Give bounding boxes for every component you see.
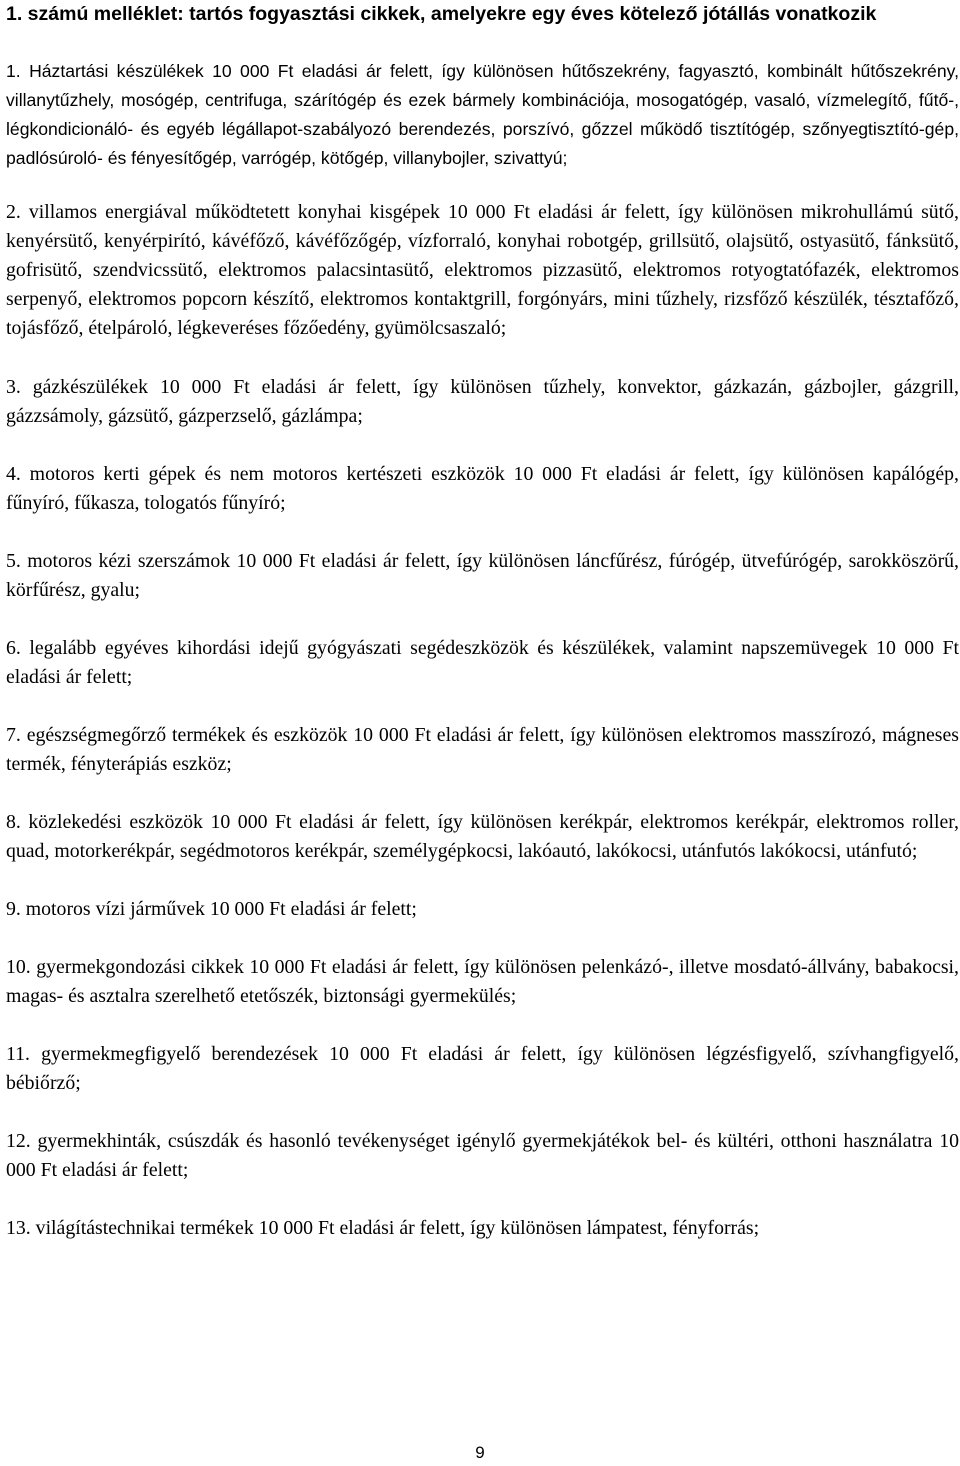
list-item: 4. motoros kerti gépek és nem motoros kertészeti eszközök 10 000 Ft eladási ár felett, így különösen kapálógép, fűnyíró, fűkasza, tologatós fűnyíró; [6, 463, 959, 514]
document-heading: 1. számú melléklet: tartós fogyasztási cikkek, amelyekre egy éves kötelező jótállás vonatkozik [6, 3, 877, 25]
list-item: 11. gyermekmegfigyelő berendezések 10 000 Ft eladási ár felett, így különösen légzésfigyelő, szívhangfigyelő, bébiőrző; [6, 1043, 959, 1094]
list-item: 7. egészségmegőrző termékek és eszközök 10 000 Ft eladási ár felett, így különösen elektromos masszírozó, mágneses termék, fényterápiás eszköz; [6, 724, 959, 775]
list-item: 2. villamos energiával működtetett konyhai kisgépek 10 000 Ft eladási ár felett, így különösen mikrohullámú sütő, kenyérsütő, kenyérpirító, kávéfőző, kávéfőzőgép, vízforraló, konyhai robotgép, grillsütő, olajsütő, ostyasütő, fánksütő, gofrisütő, szendvicssütő, elektromos palacsintasütő, elektromos pizzasütő, elektromos rotyogtatófazék, elektromos serpenyő, elektromos popcorn készítő, elektromos kontaktgrill, forgónyárs, mini tűzhely, rizsfőző készülék, tésztafőző, tojásfőző, ételpároló, légkeveréses főzőedény, gyümölcsaszaló; [6, 201, 959, 339]
list-item: 1. Háztartási készülékek 10 000 Ft eladási ár felett, így különösen hűtőszekrény, fagyasztó, kombinált hűtőszekrény, villanytűzhely, mosógép, centrifuga, szárítógép és ezek bármely kombinációja, mosogatógép, vasaló, vízmelegítő, fűtő-, légkondicionáló- és egyéb légállapot-szabályozó berendezés, porszívó, gőzzel működő tisztítógép, szőnyegtisztító-gép, padlósúroló- és fényesítőgép, varrógép, kötőgép, villanybojler, szivattyú; [6, 61, 959, 168]
list-item: 12. gyermekhinták, csúszdák és hasonló tevékenységet igénylő gyermekjátékok bel- és kültéri, otthoni használatra 10 000 Ft eladási ár felett; [6, 1130, 959, 1181]
list-item: 9. motoros vízi járművek 10 000 Ft eladási ár felett; [6, 898, 417, 920]
list-item: 8. közlekedési eszközök 10 000 Ft eladási ár felett, így különösen kerékpár, elektromos kerékpár, elektromos roller, quad, motorkerékpár, segédmotoros kerékpár, személygépkocsi, lakóautó, lakókocsi, utánfutós lakókocsi, utánfutó; [6, 811, 959, 862]
document-page [6, 0, 959, 1243]
list-item: 5. motoros kézi szerszámok 10 000 Ft eladási ár felett, így különösen láncfűrész, fúrógép, ütvefúrógép, sarokköszörű, körfűrész, gyalu; [6, 550, 959, 601]
page-number: 9 [475, 1443, 485, 1462]
list-item: 13. világítástechnikai termékek 10 000 Ft eladási ár felett, így különösen lámpatest, fényforrás; [6, 1217, 760, 1239]
list-item: 10. gyermekgondozási cikkek 10 000 Ft eladási ár felett, így különösen pelenkázó-, illetve mosdató-állvány, babakocsi, magas- és asztalra szerelhető etetőszék, biztonsági gyermekülés; [6, 956, 959, 1007]
list-item: 6. legalább egyéves kihordási idejű gyógyászati segédeszközök és készülékek, valamint napszemüvegek 10 000 Ft eladási ár felett; [6, 637, 959, 688]
list-item: 3. gázkészülékek 10 000 Ft eladási ár felett, így különösen tűzhely, konvektor, gázkazán, gázbojler, gázgrill, gázzsámoly, gázsütő, gázperzselő, gázlámpa; [6, 376, 959, 427]
